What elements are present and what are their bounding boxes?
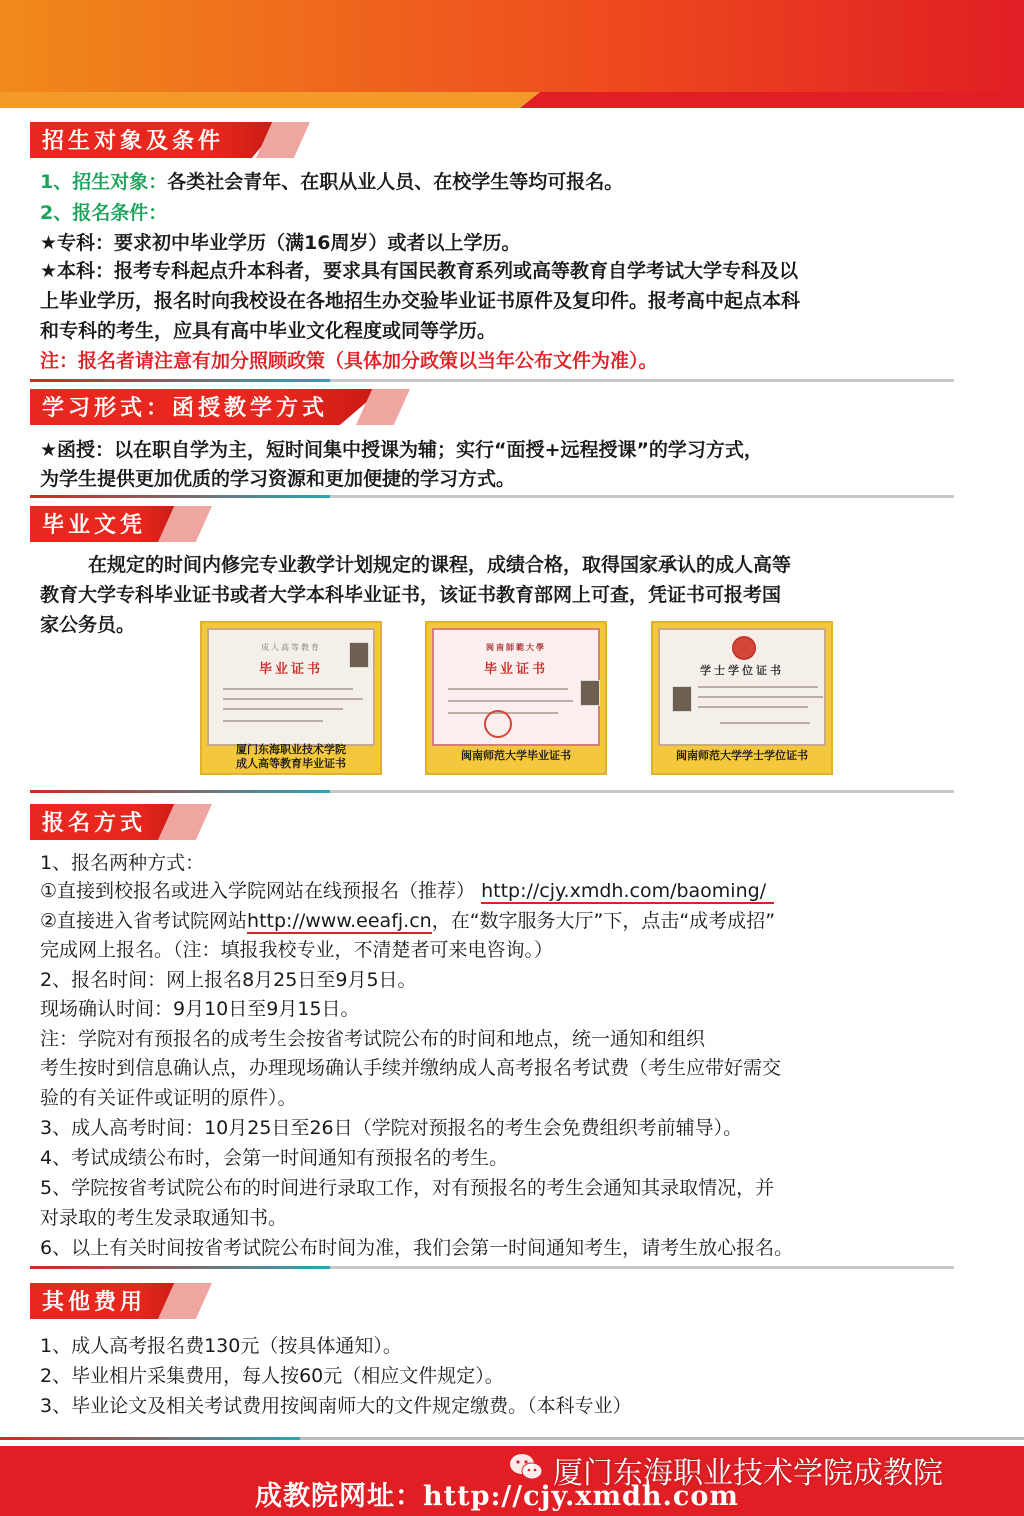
divider [0,1437,1024,1440]
exam-authority-link[interactable]: http://www.eeafj.cn [247,910,432,932]
method-one-line: ①直接到校报名或进入学院网站在线预报名（推荐） http://cjy.xmdh.com/baoming/ [40,876,774,906]
divider [30,379,954,382]
section-header-registration [30,804,230,840]
text-line: 完成网上报名。（注：填报我校专业，不清楚者可来电咨询。） [40,939,554,961]
text-line: 在规定的时间内修完专业教学计划规定的课程，成绩合格，取得国家承认的成人高等 [88,554,792,576]
certificate-card: 学士学位证书 闽南师范大学学士学位证书 [651,621,833,775]
divider [30,1266,954,1269]
text-line: 对录取的考生发录取通知书。 [40,1207,288,1229]
text-line: 6、以上有关时间按省考试院公布时间为准，我们会第一时间通知考生，请考生放心报名。 [40,1237,794,1259]
section-title: 报名方式 [42,811,147,836]
text-line: 验的有关证件或证明的原件）。 [40,1087,297,1109]
text-line: 教育大学专科毕业证书或者大学本科毕业证书，该证书教育部网上可查，凭证书可报考国 [40,584,782,606]
text-line: 1、成人高考报名费130元（按具体通知）。 [40,1335,402,1357]
method-two-line: ②直接进入省考试院网站http://www.eeafj.cn，在“数字服务大厅”下，点击“成考成招” [40,910,776,932]
text-line: ★本科：报考专科起点升本科者，要求具有国民教育系列或高等教育自学考试大学专科及以 [40,260,799,282]
text-line: 5、学院按省考试院公布的时间进行录取工作，对有预报名的考生会通知其录取情况，并 [40,1177,775,1199]
section-header-study-mode [30,389,430,425]
section-title: 学习形式：函授教学方式 [42,396,329,421]
text-line: ★函授：以在职自学为主，短时间集中授课为辅；实行“面授+远程授课”的学习方式， [40,439,763,461]
section-title: 其他费用 [42,1290,147,1315]
condition-heading: 2、报名条件： [40,202,168,224]
text-line: 3、毕业论文及相关考试费用按闽南师大的文件规定缴费。（本科专业） [40,1395,632,1417]
note-line: 注：报名者请注意有加分照顾政策（具体加分政策以当年公布文件为准）。 [40,350,658,372]
text-line: 2、报名时间：网上报名8月25日至9月5日。 [40,969,417,991]
certificate-card: 成人高等教育 毕业证书 厦门东海职业技术学院 成人高等教育毕业证书 [200,621,382,775]
target-line: 1、招生对象：各类社会青年、在职从业人员、在校学生等均可报名。 [40,171,624,193]
text-line: 3、成人高考时间：10月25日至26日（学院对预报名的考生会免费组织考前辅导）。 [40,1117,743,1139]
text-line: 为学生提供更加优质的学习资源和更加便捷的学习方式。 [40,468,516,490]
text-line: 家公务员。 [40,614,136,636]
text-line: 上毕业学历，报名时向我校设在各地招生办交验毕业证书原件及复印件。报考高中起点本科 [40,290,801,312]
section-title: 招生对象及条件 [42,129,225,154]
text-line: 和专科的考生，应具有高中毕业文化程度或同等学历。 [40,320,497,342]
section-header-diploma [30,506,230,542]
section-title: 毕业文凭 [42,513,147,538]
section-header-fees [30,1283,230,1319]
text-line: 1、报名两种方式： [40,852,205,874]
text-line: 考生按时到信息确认点，办理现场确认手续并缴纳成人高考报名考试费（考生应带好需交 [40,1057,782,1079]
certificate-card: 闽南師範大學 毕业证书 闽南师范大学毕业证书 [425,621,607,775]
divider [30,495,954,498]
text-line: 2、毕业相片采集费用，每人按60元（相应文件规定）。 [40,1365,504,1387]
text-line: 4、考试成绩公布时，会第一时间通知有预报名的考生。 [40,1147,509,1169]
divider [30,790,954,793]
school-registration-link[interactable]: http://cjy.xmdh.com/baoming/ [481,880,774,904]
section-header-admission [30,122,330,158]
top-banner [0,0,1024,108]
text-line: 注：学院对有预报名的成考生会按省考试院公布的时间和地点，统一通知和组织 [40,1028,706,1050]
text-line: 现场确认时间：9月10日至9月15日。 [40,998,360,1020]
wechat-icon [508,1452,544,1482]
text-line: ★专科：要求初中毕业学历（满16周岁）或者以上学历。 [40,232,521,254]
brand-watermark: 厦门东海职业技术学院成教院 [553,1456,943,1491]
website-address[interactable]: 成教院网址：http://cjy.xmdh.com [255,1481,739,1512]
